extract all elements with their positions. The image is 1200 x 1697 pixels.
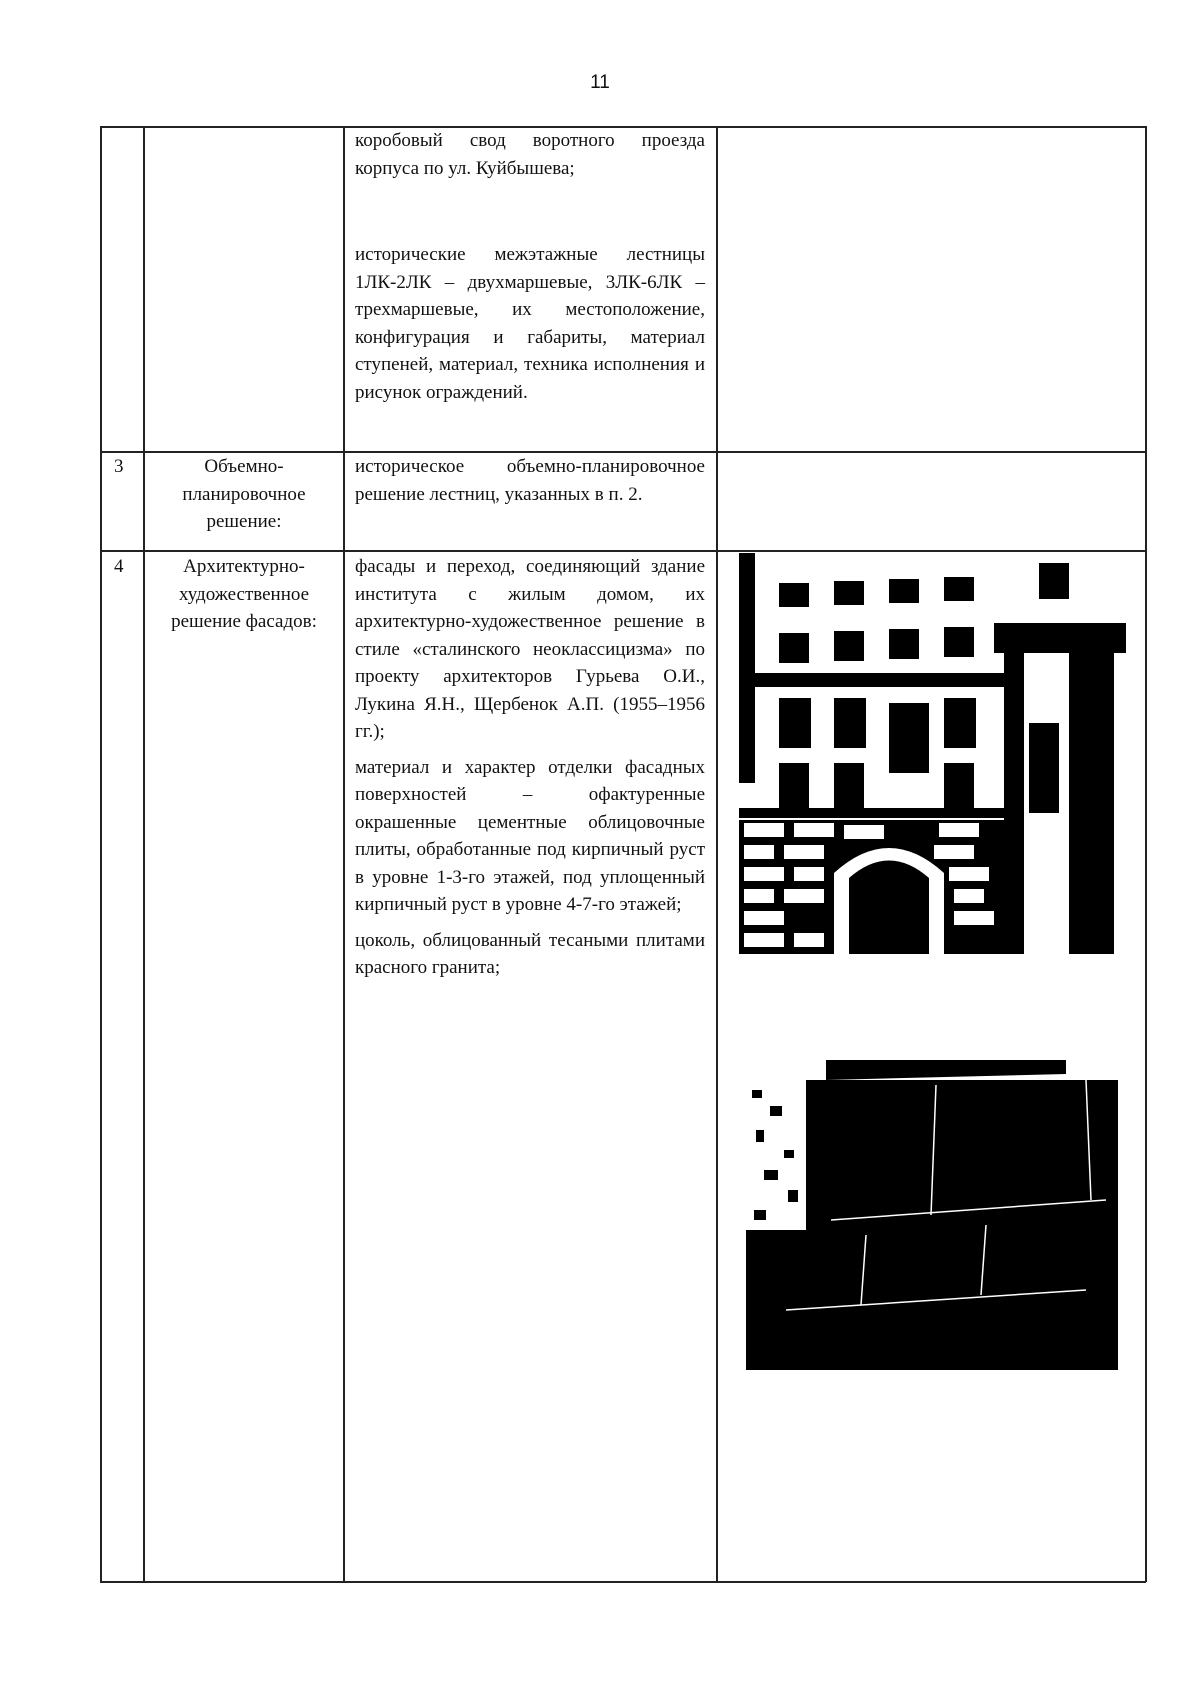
page-number: 11 — [590, 72, 610, 93]
table-row-continuation-description — [355, 127, 705, 406]
row-number: 4 — [114, 556, 124, 577]
description-paragraph: исторические межэтажные лестницы 1ЛК-2ЛК – двухмаршевые, 3ЛК-6ЛК – трехмаршевые, их местоположение, конфигурация и габариты, материал ступеней, материал, техника исполнения и рисунок ограждений. — [355, 244, 705, 403]
description-paragraph: материал и характер отделки фасадных поверхностей – офактуренные окрашенные цементные облицовочные плиты, обработанные под кирпичный руст в уровне 1-3-го этажей, под уплощенный кирпичный руст в уровне 4-7-го этажей; — [355, 756, 705, 915]
row-description — [355, 453, 705, 508]
granite-plinth-photo — [746, 1060, 1118, 1370]
row-divider — [100, 550, 1146, 552]
description-paragraph: историческое объемно-планировочное решение лестниц, указанных в п. 2. — [355, 456, 705, 505]
description-paragraph: фасады и переход, соединяющий здание института с жилым домом, их архитектурно-художественное решение в стиле «сталинского неоклассицизма» по проекту архитекторов Гурьева О.И., Лукина Я.Н., Щербенок А.П. (1955–1956 гг.); — [355, 556, 705, 742]
granite-plinth-graphic — [746, 1060, 1118, 1370]
column-divider — [716, 126, 718, 1582]
column-divider — [143, 126, 145, 1582]
column-divider — [343, 126, 345, 1582]
row-number: 3 — [114, 456, 124, 477]
row-name: Объемно-планировочное решение: — [182, 456, 306, 532]
description-paragraph: цоколь, облицованный тесаными плитами красного гранита; — [355, 929, 705, 978]
row-name: Архитектурно-художественное решение фасадов: — [171, 556, 317, 632]
column-divider — [1145, 126, 1147, 1582]
column-divider — [100, 126, 102, 1582]
facade-photo — [739, 553, 1126, 954]
row-description — [355, 553, 705, 982]
description-paragraph: коробовый свод воротного проезда корпуса по ул. Куйбышева; — [355, 130, 705, 179]
facade-photo-graphic — [739, 553, 1126, 954]
table-border-bottom — [100, 1581, 1146, 1583]
